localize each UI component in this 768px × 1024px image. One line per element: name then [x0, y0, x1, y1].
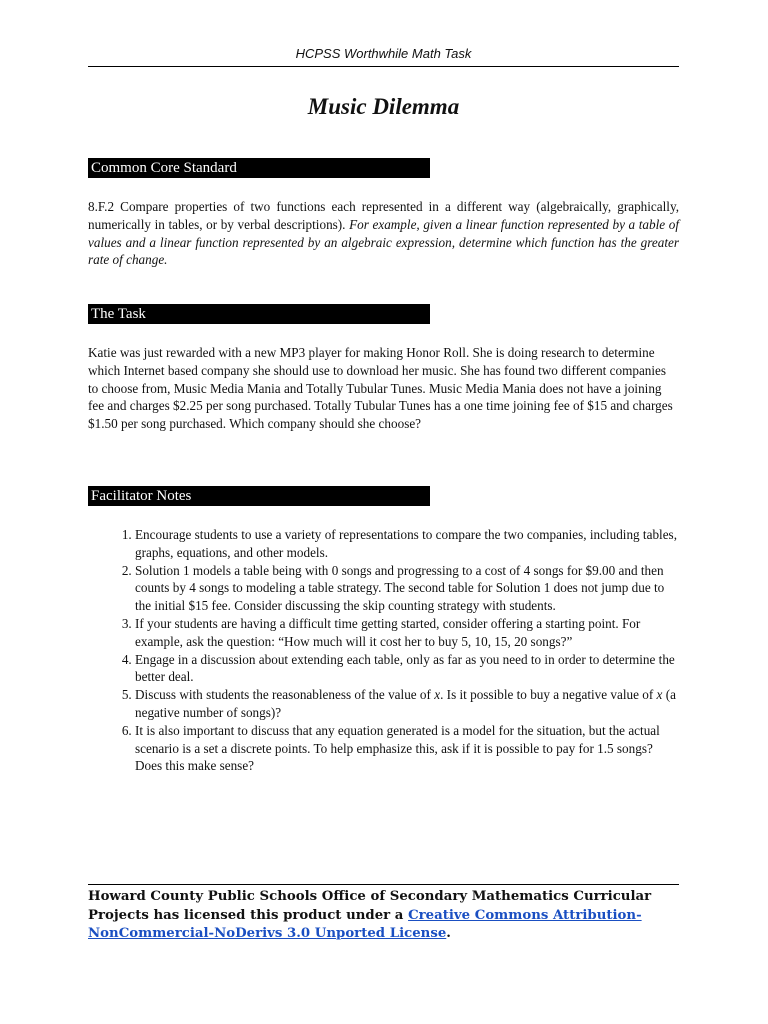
license-end: . [446, 926, 451, 941]
standard-text-plain: 8.F.2 Compare properties of two functions each represented in a different way (algebraically, graphically, numerically in tables, or by verbal descriptions). [88, 199, 679, 232]
section-heading-notes: Facilitator Notes [88, 486, 430, 506]
note-item-4: 4. Engage in a discussion about extending each table, only as far as you need to in order to determine the better deal. [135, 651, 679, 687]
page-header: HCPSS Worthwhile Math Task [295, 46, 472, 61]
facilitator-notes-list [88, 526, 679, 775]
note-item-1: 1. Encourage students to use a variety of representations to compare the two companies, including tables, graphs, equations, and other models. [135, 526, 679, 562]
note-item-6: 6. It is also important to discuss that any equation generated is a model for the situation, but the actual scenario is a set a discrete points. To help emphasize this, ask if it is possible to pay for 1.5 songs? Does this make sense? [135, 722, 679, 775]
document-title: Music Dilemma [307, 94, 460, 119]
note-5-after: (a negative number of songs)? [135, 687, 676, 720]
license-link[interactable]: Creative Commons Attribution-NonCommercial-NoDerivs 3.0 Unported License [88, 907, 642, 941]
note-5-before: Discuss with students the reasonableness of the value of [135, 687, 435, 703]
variable-x-2: x [656, 687, 663, 703]
standard-text [88, 198, 679, 269]
variable-x: x [434, 687, 441, 703]
license-footer [88, 888, 679, 944]
task-text: Katie was just rewarded with a new MP3 player for making Honor Roll. She is doing research to determine which Internet based company she should use to download her music. She has found two different companies to choose from, Music Media Mania and Totally Tubular Tunes. Music Media Mania does not have a joining fee and charges $2.25 per song purchased. Totally Tubular Tunes has a one time joining fee of $15 and charges $1.50 per song purchased. Which company should she choose? [88, 345, 673, 432]
license-text: Howard County Public Schools Office of Secondary Mathematics Curricular Projects has licensed this product under a [88, 889, 652, 923]
note-item-3: 3. If your students are having a difficult time getting started, consider offering a starting point. For example, ask the question: “How much will it cost her to buy 5, 10, 15, 20 songs?” [135, 615, 679, 651]
note-5-mid: . Is it possible to buy a negative value of [440, 687, 657, 703]
section-heading-task: The Task [88, 304, 430, 324]
section-heading-standard: Common Core Standard [88, 158, 430, 178]
footer-divider [88, 884, 679, 885]
note-item-5 [135, 686, 679, 722]
standard-text-example: For example, given a linear function represented by a table of values and a linear function represented by an algebraic expression, determine which function has the greater rate of change. [88, 216, 679, 268]
header-divider [88, 66, 679, 67]
note-item-2: 2. Solution 1 models a table being with 0 songs and progressing to a cost of 4 songs for $9.00 and then counts by 4 songs to modeling a table strategy. The second table for Solution 1 does not jump due to the initial $15 fee. Consider discussing the skip counting strategy with students. [135, 562, 679, 615]
